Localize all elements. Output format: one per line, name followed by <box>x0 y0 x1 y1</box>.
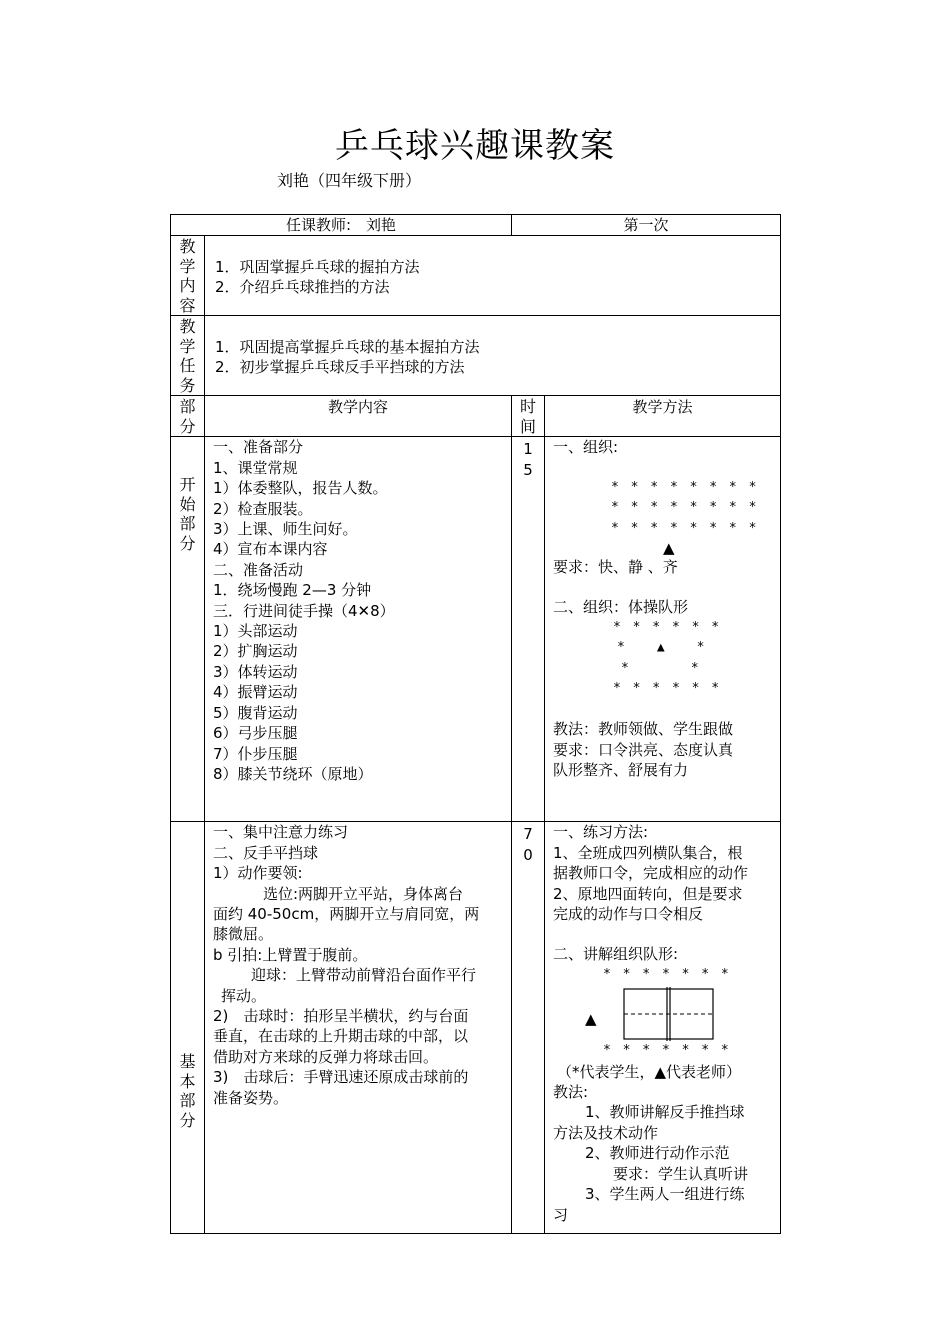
content-line: 2）扩胸运动 <box>213 642 298 661</box>
content-line: 三．行进间徒手操（4✕8） <box>213 601 395 620</box>
content-line: 3）上课、师生问好。 <box>213 520 358 539</box>
task-row-items <box>205 316 781 396</box>
method-line: 完成的动作与口令相反 <box>553 905 704 924</box>
formation-row: * ▲ * <box>617 640 707 656</box>
content-line: 一、准备部分 <box>213 438 304 457</box>
basic-part-method <box>545 822 781 1234</box>
teacher-cell: 任课教师: 刘艳 <box>171 215 512 236</box>
student-row-bottom: * * * * * * * <box>603 1043 731 1059</box>
content-line: 3）体转运动 <box>213 662 298 681</box>
list-item: 1．巩固掌握乒乓球的握拍方法 <box>215 258 420 277</box>
method-line: 队形整齐、舒展有力 <box>553 761 689 780</box>
teacher-triangle-icon: ▲ <box>585 1010 597 1029</box>
content-line: 2) 击球时：拍形呈半横状，约与台面 <box>213 1007 469 1026</box>
method-line: 要求：学生认真听讲 <box>613 1164 749 1183</box>
content-row-items <box>205 236 781 316</box>
method-line: 2、原地四面转向，但是要求 <box>553 884 743 903</box>
content-line: 二、准备活动 <box>213 560 304 579</box>
time-column-header: 时 间 <box>512 396 545 437</box>
method-line: 方法及技术动作 <box>553 1123 659 1142</box>
part-column-header: 部 分 <box>171 396 205 437</box>
content-column-header: 教学内容 <box>205 396 512 437</box>
method-line: 二、讲解组织队形: <box>553 945 679 964</box>
method-column-header: 教学方法 <box>545 396 781 437</box>
formation-row: * * * * * * * * <box>611 520 759 536</box>
basic-part-content <box>205 822 512 1234</box>
content-line: 准备姿势。 <box>213 1088 289 1107</box>
list-item: 2．初步掌握乒乓球反手平挡球的方法 <box>215 357 465 376</box>
content-line: b 引拍:上臂置于腹前。 <box>213 945 368 964</box>
session-cell: 第一次 <box>512 215 781 236</box>
list-item: 2．介绍乒乓球推挡的方法 <box>215 277 390 296</box>
method-line: 2、教师进行动作示范 <box>585 1144 730 1163</box>
formation-row: * * * * * * * * <box>611 500 759 516</box>
method-line: 据教师口令，完成相应的动作 <box>553 864 749 883</box>
formation-row: * * * * * * <box>613 681 722 697</box>
method-line: 二、组织：体操队形 <box>553 598 689 617</box>
content-line: 垂直，在击球的上升期击球的中部，以 <box>213 1027 469 1046</box>
list-item: 1．巩固提高掌握乒乓球的基本握拍方法 <box>215 338 480 357</box>
content-line: 3) 击球后：手臂迅速还原成击球前的 <box>213 1068 469 1087</box>
task-row-label: 教 学 任 务 <box>171 316 205 396</box>
start-part-label: 开 始 部 分 <box>171 437 205 822</box>
ping-pong-table-icon <box>623 983 763 1043</box>
content-line: 1．绕场慢跑 2—3 分钟 <box>213 581 372 600</box>
content-line: 4）振臂运动 <box>213 683 298 702</box>
content-line: 迎球：上臂带动前臂沿台面作平行 <box>251 966 477 985</box>
content-line: 6）弓步压腿 <box>213 724 298 743</box>
content-line: 挥动。 <box>221 986 267 1005</box>
method-line: 1、全班成四列横队集合，根 <box>553 843 743 862</box>
content-line: 4）宣布本课内容 <box>213 540 328 559</box>
content-line: 面约 40-50cm，两脚开立与肩同宽，两 <box>213 905 480 924</box>
start-part-method <box>545 437 781 822</box>
content-line: 一、集中注意力练习 <box>213 823 349 842</box>
content-line: 2）检查服装。 <box>213 499 313 518</box>
start-part-time: 1 5 <box>512 437 545 822</box>
method-line: 要求：口令洪亮、态度认真 <box>553 740 734 759</box>
content-line: 1、课堂常规 <box>213 458 298 477</box>
start-part-content <box>205 437 512 822</box>
content-line: 1）头部运动 <box>213 622 298 641</box>
formation-row: * * * * * * * * <box>611 479 759 495</box>
method-line: 教法: <box>553 1083 589 1102</box>
student-row-top: * * * * * * * <box>603 966 731 982</box>
content-line: 5）腹背运动 <box>213 703 298 722</box>
gym-formation <box>553 618 774 700</box>
content-line: 二、反手平挡球 <box>213 843 319 862</box>
formation-row: * * * * * * <box>613 619 722 635</box>
content-line: 7）仆步压腿 <box>213 744 298 763</box>
method-line: 1、教师讲解反手推挡球 <box>585 1103 745 1122</box>
document-title: 乒乓球兴趣课教案 <box>335 126 615 166</box>
content-line: 膝微屈。 <box>213 925 274 944</box>
teacher-triangle-icon: ▲ <box>663 539 675 558</box>
content-line: 1）动作要领: <box>213 864 303 883</box>
method-line: 3、学生两人一组进行练 <box>585 1185 745 1204</box>
method-line: 一、练习方法: <box>553 823 649 842</box>
method-line: 一、组织: <box>553 438 619 457</box>
method-line: 教法：教师领做、学生跟做 <box>553 720 734 739</box>
basic-part-label: 基 本 部 分 <box>171 822 205 1234</box>
method-line: 习 <box>553 1205 569 1224</box>
content-line: 选位:两脚开立平站，身体离台 <box>263 884 464 903</box>
content-row-label: 教 学 内 容 <box>171 236 205 316</box>
content-line: 8）膝关节绕环（原地） <box>213 764 373 783</box>
lesson-plan-table <box>170 214 781 1234</box>
document-subtitle: 刘艳（四年级下册） <box>277 171 422 190</box>
formation-row: * * <box>621 660 701 676</box>
table-diagram <box>553 985 774 1055</box>
method-line: 要求：快、静 、齐 <box>553 558 678 577</box>
content-line: 借助对方来球的反弹力将球击回。 <box>213 1047 439 1066</box>
basic-part-time: 7 0 <box>512 822 545 1234</box>
legend-line: （*代表学生，▲代表老师） <box>557 1062 742 1081</box>
student-formation <box>553 478 774 539</box>
content-line: 1）体委整队，报告人数。 <box>213 479 388 498</box>
